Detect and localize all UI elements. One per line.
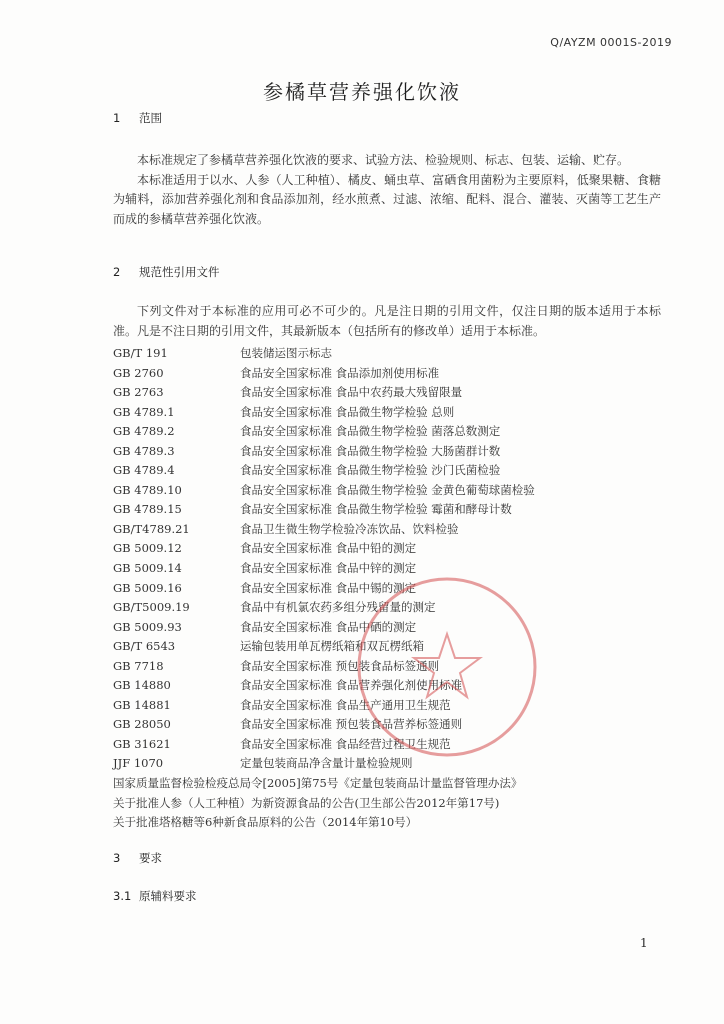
document-code: Q/AYZM 0001S-2019 (550, 36, 672, 49)
section-title: 范围 (139, 111, 162, 125)
reference-title: 定量包装商品净含量计量检验规则 (240, 756, 413, 771)
section-number: 2 (113, 265, 121, 279)
reference-title: 食品安全国家标准 食品中硒的测定 (240, 619, 417, 634)
reference-code: GB/T4789.21 (113, 521, 190, 536)
reference-code: GB/T5009.19 (113, 600, 190, 615)
reference-row (113, 461, 535, 481)
reference-code: GB 2763 (113, 385, 164, 400)
reference-title: 食品安全国家标准 食品经营过程卫生规范 (240, 736, 451, 751)
reference-row (113, 481, 535, 501)
section-3-1-heading (113, 888, 197, 904)
reference-title: 食品安全国家标准 食品微生物学检验 菌落总数测定 (240, 424, 501, 439)
scope-paragraph-1: 本标准规定了参橘草营养强化饮液的要求、试验方法、检验规则、标志、包装、运输、贮存。 (137, 153, 630, 167)
reference-title: 食品安全国家标准 预包装食品标签通则 (240, 658, 440, 673)
reference-row (113, 403, 535, 423)
reference-title: 食品安全国家标准 食品中农药最大残留限量 (240, 385, 463, 400)
reference-title: 食品安全国家标准 食品添加剂使用标准 (240, 365, 440, 380)
reference-title: 食品安全国家标准 食品微生物学检验 沙门氏菌检验 (240, 463, 501, 478)
reference-code: GB/T 191 (113, 346, 168, 360)
reference-title: 运输包装用单瓦楞纸箱和双瓦楞纸箱 (240, 639, 424, 654)
section-3-heading (113, 850, 162, 866)
page-number: 1 (640, 936, 648, 950)
reference-code: GB 4789.3 (113, 443, 175, 458)
reference-title: 食品安全国家标准 食品微生物学检验 霉菌和酵母计数 (240, 502, 512, 517)
scope-paragraph-2: 本标准适用于以水、人参（人工种植）、橘皮、蛹虫草、富硒食用菌粉为主要原料，低聚果糖、食糖为辅料，添加营养强化剂和食品添加剂，经水煎煮、过滤、浓缩、配料、混合、灌装、灭菌等工艺生产而成的参橘草营养强化饮液。 (113, 172, 661, 226)
refs-intro (113, 302, 661, 341)
reference-code: GB 5009.14 (113, 561, 182, 576)
document-title: 参橘草营养强化饮液 (263, 80, 461, 104)
reference-code: GB 14881 (113, 697, 171, 712)
reference-code: JJF 1070 (113, 756, 164, 771)
reference-row (113, 344, 535, 364)
section-title: 原辅料要求 (139, 889, 197, 903)
reference-code: GB 14880 (113, 678, 171, 693)
reference-code: GB 4789.4 (113, 463, 175, 478)
reference-row (113, 422, 535, 442)
reference-row (113, 383, 535, 403)
reference-row (113, 539, 535, 559)
regulation-reference: 国家质量监督检验检疫总局令[2005]第75号《定量包装商品计量监督管理办法》 (113, 776, 523, 791)
reference-title: 包装储运图示标志 (240, 346, 332, 360)
reference-code: GB 4789.2 (113, 424, 175, 439)
reference-code: GB 2760 (113, 365, 164, 380)
reference-title: 食品安全国家标准 食品微生物学检验 大肠菌群计数 (240, 443, 501, 458)
reference-row (113, 442, 535, 462)
company-seal-stamp (352, 572, 542, 762)
section-number: 3.1 (113, 889, 132, 903)
reference-code: GB 5009.16 (113, 580, 182, 595)
seal-ring (359, 579, 535, 755)
reference-title: 食品安全国家标准 食品生产通用卫生规范 (240, 697, 451, 712)
reference-title: 食品安全国家标准 食品微生物学检验 金黄色葡萄球菌检验 (240, 482, 535, 497)
reference-code: GB/T 6543 (113, 639, 176, 654)
seal-star (414, 634, 480, 697)
regulation-reference: 关于批准塔格糖等6种新食品原料的公告（2014年第10号） (113, 815, 418, 830)
section-2-heading (113, 264, 220, 280)
reference-row (113, 364, 535, 384)
reference-row (113, 520, 535, 540)
reference-code: GB 4789.15 (113, 502, 182, 517)
section-number: 3 (113, 851, 121, 865)
reference-code: GB 4789.10 (113, 482, 182, 497)
reference-code: GB 7718 (113, 658, 164, 673)
reference-code: GB 4789.1 (113, 404, 175, 419)
reference-title: 食品安全国家标准 食品中铅的测定 (240, 541, 417, 556)
section-number: 1 (113, 111, 121, 125)
reference-code: GB 5009.12 (113, 541, 182, 556)
reference-title: 食品安全国家标准 食品中锡的测定 (240, 580, 417, 595)
regulation-reference: 关于批准人参（人工种植）为新资源食品的公告(卫生部公告2012年第17号) (113, 795, 500, 810)
reference-title: 食品中有机氯农药多组分残留量的测定 (240, 600, 436, 615)
reference-title: 食品安全国家标准 食品微生物学检验 总则 (240, 404, 455, 419)
section-1-heading (113, 110, 162, 126)
section-title: 要求 (139, 851, 162, 865)
scope-text (113, 151, 661, 229)
reference-code: GB 5009.93 (113, 619, 182, 634)
reference-title: 食品卫生微生物学检验冷冻饮品、饮料检验 (240, 521, 459, 536)
section-title: 规范性引用文件 (139, 265, 220, 279)
reference-title: 食品安全国家标准 食品中锌的测定 (240, 561, 417, 576)
reference-title: 食品安全国家标准 预包装食品营养标签通则 (240, 717, 463, 732)
reference-row (113, 500, 535, 520)
refs-intro-paragraph: 下列文件对于本标准的应用可必不可少的。凡是注日期的引用文件，仅注日期的版本适用于本标准。凡是不注日期的引用文件，其最新版本（包括所有的修改单）适用于本标准。 (113, 304, 661, 338)
reference-code: GB 31621 (113, 736, 171, 751)
reference-code: GB 28050 (113, 717, 171, 732)
reference-title: 食品安全国家标准 食品营养强化剂使用标准 (240, 678, 463, 693)
